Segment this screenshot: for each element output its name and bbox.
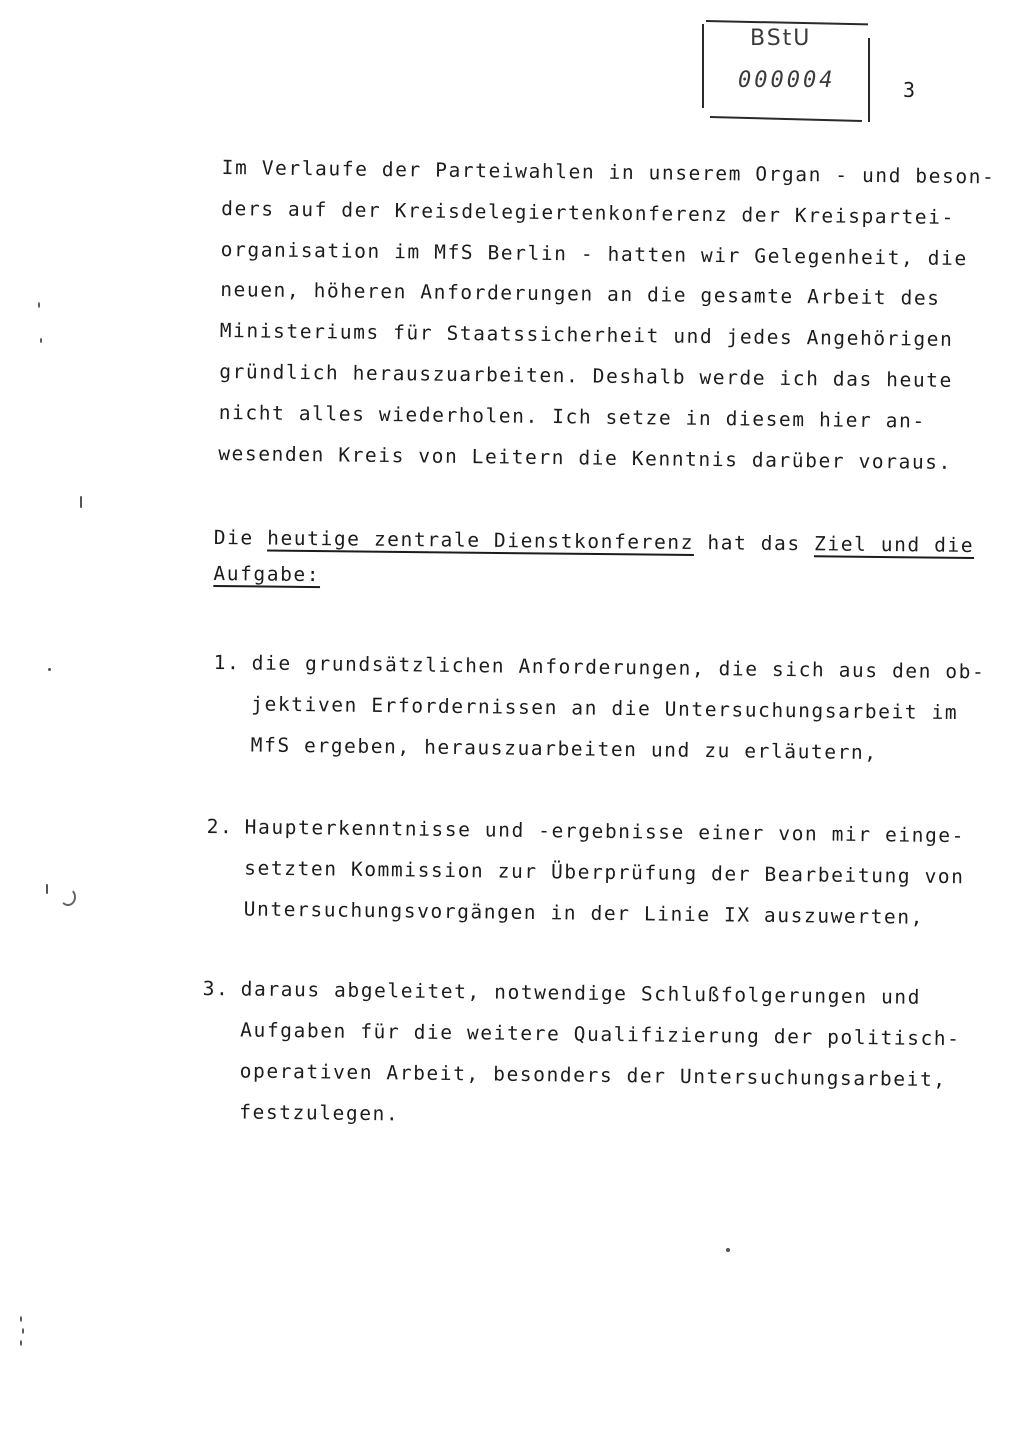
- paragraph-line: Im Verlaufe der Parteiwahlen in unserem Organ - und beson-: [221, 155, 996, 189]
- list-item-number: 2.: [206, 814, 234, 839]
- stamp-number: 000004: [738, 68, 836, 93]
- intro-prefix: Die: [213, 525, 268, 550]
- archive-stamp: [700, 18, 870, 122]
- paragraph-line: organisation im MfS Berlin - hatten wir Gelegenheit, die: [220, 237, 968, 270]
- list-item-line: MfS ergeben, herauszuarbeiten und zu erläutern,: [250, 733, 878, 765]
- paragraph-line: nicht alles wiederholen. Ich setze in diesem hier an-: [218, 400, 926, 433]
- paragraph-line: wesenden Kreis von Leitern die Kenntnis darüber voraus.: [218, 441, 953, 474]
- stamp-org: BStU: [750, 26, 812, 51]
- intro-middle: hat das: [693, 531, 815, 556]
- scan-speck: [46, 884, 48, 894]
- list-item-line: Aufgaben für die weitere Qualifizierung der politisch-: [240, 1018, 961, 1051]
- list-item-number: 1.: [213, 650, 241, 675]
- intro-underlined-conference: heutige zentrale Dienstkonferenz: [267, 526, 695, 555]
- scan-speck: [40, 338, 42, 343]
- paragraph-line: neuen, höheren Anforderungen an die gesamte Arbeit des: [220, 278, 941, 311]
- scan-speck: [20, 1316, 22, 1322]
- page-number: 3: [903, 78, 916, 102]
- paragraph-line: Ministeriums für Staatssicherheit und jedes Angehörigen: [219, 319, 954, 352]
- scan-speck: [726, 1248, 730, 1252]
- paragraph-line: ders auf der Kreisdelegiertenkonferenz der Kreispartei-: [221, 196, 956, 229]
- list-item-body: [243, 806, 964, 938]
- intro-sentence: [213, 520, 974, 600]
- list-item-line: operativen Arbeit, besonders der Untersuchungsarbeit,: [239, 1059, 947, 1092]
- list-item-line: Untersuchungsvorgängen in der Linie IX auszuwerten,: [243, 897, 925, 929]
- list-item-line: setzten Kommission zur Überprüfung der Bearbeitung von: [244, 856, 965, 889]
- stamp-border-bottom: [710, 116, 862, 122]
- intro-underlined-task: Aufgabe:: [213, 561, 321, 587]
- list-item-number: 3.: [202, 976, 230, 1001]
- stamp-border-right: [868, 38, 870, 122]
- scan-speck: [48, 668, 51, 671]
- stamp-border-top: [706, 20, 868, 25]
- list-item-line: jektiven Erfordernissen an die Untersuchungsarbeit im: [251, 692, 959, 725]
- stamp-border-left: [702, 24, 704, 108]
- scan-speck: [20, 1340, 22, 1346]
- opening-paragraph: [218, 148, 996, 483]
- list-item-line: daraus abgeleitet, notwendige Schlußfolgerungen und: [240, 977, 922, 1009]
- scan-speck: [80, 496, 82, 508]
- list-item-body: [250, 642, 986, 774]
- scan-speck: [60, 888, 76, 906]
- paragraph-line: gründlich herauszuarbeiten. Deshalb werde ich das heute: [219, 359, 954, 392]
- intro-underlined-goal: Ziel und die: [813, 532, 975, 557]
- list-item-line: Haupterkenntnisse und -ergebnisse einer von mir einge-: [244, 815, 966, 848]
- list-item-line: festzulegen.: [239, 1100, 400, 1126]
- scan-speck: [22, 1328, 24, 1334]
- list-item-body: [239, 968, 961, 1141]
- list-item-line: die grundsätzlichen Anforderungen, die sich aus den ob-: [251, 651, 986, 684]
- scan-speck: [38, 302, 40, 308]
